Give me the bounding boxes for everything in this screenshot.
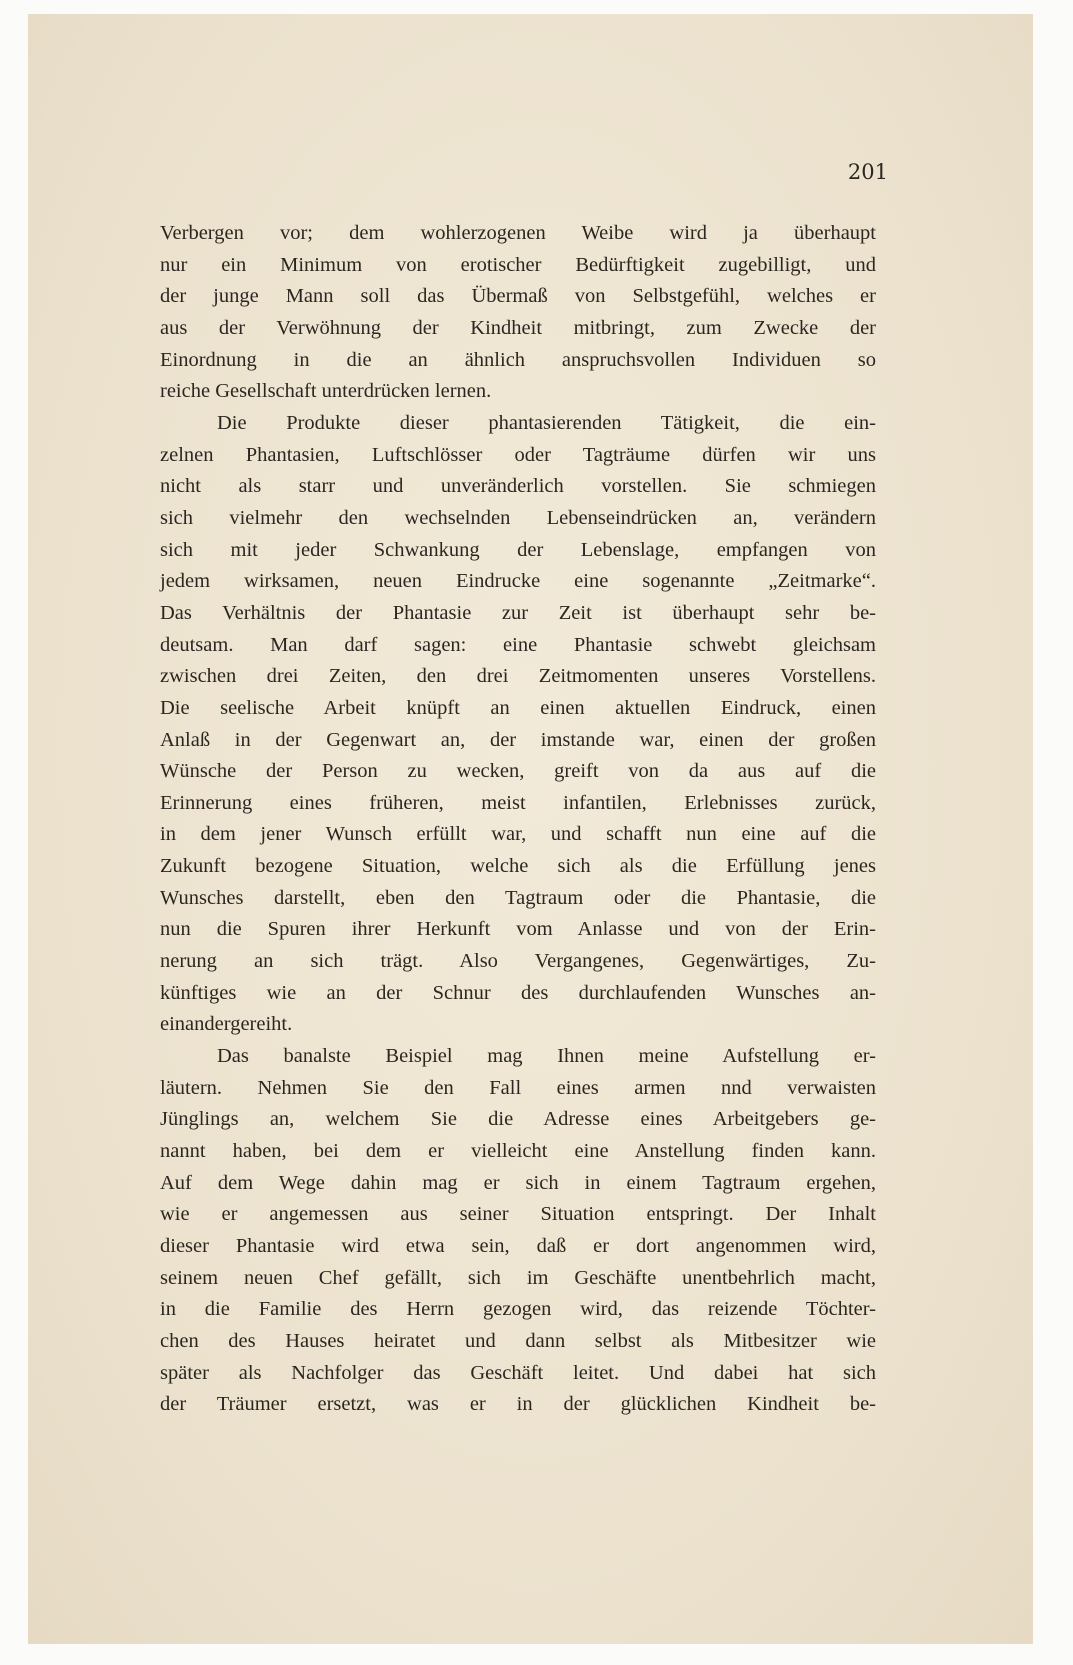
text-line: einandergereiht. <box>160 1013 293 1036</box>
text-line: in die Familie des Herrn gezogen wird, das reizende Töchter- <box>160 1298 876 1321</box>
text-line: Das banalste Beispiel mag Ihnen meine Aufstellung er- <box>217 1045 876 1068</box>
text-line: läutern. Nehmen Sie den Fall eines armen nnd verwaisten <box>160 1076 876 1099</box>
text-line: künftiges wie an der Schnur des durchlaufenden Wunsches an- <box>160 981 876 1004</box>
text-line: zwischen drei Zeiten, den drei Zeitmomenten unseres Vorstellens. <box>160 665 876 688</box>
text-line: Die Produkte dieser phantasierenden Tätigkeit, die ein- <box>217 411 876 434</box>
text-line: später als Nachfolger das Geschäft leitet. Und dabei hat sich <box>160 1361 876 1384</box>
text-line: Die seelische Arbeit knüpft an einen aktuellen Eindruck, einen <box>160 696 876 719</box>
text-line: Wünsche der Person zu wecken, greift von da aus auf die <box>160 760 876 783</box>
text-line: der Träumer ersetzt, was er in der glücklichen Kindheit be- <box>160 1393 876 1416</box>
text-line: der junge Mann soll das Übermaß von Selbstgefühl, welches er <box>160 285 876 308</box>
text-line: deutsam. Man darf sagen: eine Phantasie schwebt gleichsam <box>160 633 876 656</box>
text-line: nerung an sich trägt. Also Vergangenes, Gegenwärtiges, Zu- <box>160 950 876 973</box>
text-line: seinem neuen Chef gefällt, sich im Geschäfte unentbehrlich macht, <box>160 1266 876 1289</box>
text-line: nicht als starr und unveränderlich vorstellen. Sie schmiegen <box>160 475 876 498</box>
page-number: 201 <box>847 160 888 184</box>
text-line: nur ein Minimum von erotischer Bedürftigkeit zugebilligt, und <box>160 253 876 276</box>
text-line: sich mit jeder Schwankung der Lebenslage, empfangen von <box>160 538 876 561</box>
text-line: in dem jener Wunsch erfüllt war, und schafft nun eine auf die <box>160 823 876 846</box>
text-line: Verbergen vor; dem wohlerzogenen Weibe wird ja überhaupt <box>160 222 876 244</box>
text-line: dieser Phantasie wird etwa sein, daß er dort angenommen wird, <box>160 1235 876 1257</box>
text-line: Wunsches darstellt, eben den Tagtraum oder die Phantasie, die <box>160 886 876 909</box>
text-line: Auf dem Wege dahin mag er sich in einem Tagtraum ergehen, <box>160 1171 876 1194</box>
text-line: sich vielmehr den wechselnden Lebenseindrücken an, verändern <box>160 506 876 529</box>
body-text <box>160 218 876 1421</box>
text-line: Das Verhältnis der Phantasie zur Zeit ist überhaupt sehr be- <box>160 601 876 624</box>
text-line: Jünglings an, welchem Sie die Adresse eines Arbeitgebers ge- <box>160 1108 876 1131</box>
text-line: zelnen Phantasien, Luftschlösser oder Tagträume dürfen wir uns <box>160 443 876 466</box>
text-line: Erinnerung eines früheren, meist infantilen, Erlebnisses zurück, <box>160 791 876 814</box>
text-line: nannt haben, bei dem er vielleicht eine Anstellung finden kann. <box>160 1140 876 1163</box>
text-line: Einordnung in die an ähnlich anspruchsvollen Individuen so <box>160 348 876 371</box>
text-line: aus der Verwöhnung der Kindheit mitbringt, zum Zwecke der <box>160 316 876 339</box>
text-line: chen des Hauses heiratet und dann selbst als Mitbesitzer wie <box>160 1329 876 1352</box>
text-line: jedem wirksamen, neuen Eindrucke eine sogenannte „Zeitmarke“. <box>160 570 876 593</box>
text-line: wie er angemessen aus seiner Situation entspringt. Der Inhalt <box>160 1203 876 1226</box>
text-line: Anlaß in der Gegenwart an, der imstande war, einen der großen <box>160 728 876 751</box>
text-line: nun die Spuren ihrer Herkunft vom Anlasse und von der Erin- <box>160 918 876 941</box>
text-line: Zukunft bezogene Situation, welche sich als die Erfüllung jenes <box>160 855 876 878</box>
text-line: reiche Gesellschaft unterdrücken lernen. <box>160 380 492 403</box>
